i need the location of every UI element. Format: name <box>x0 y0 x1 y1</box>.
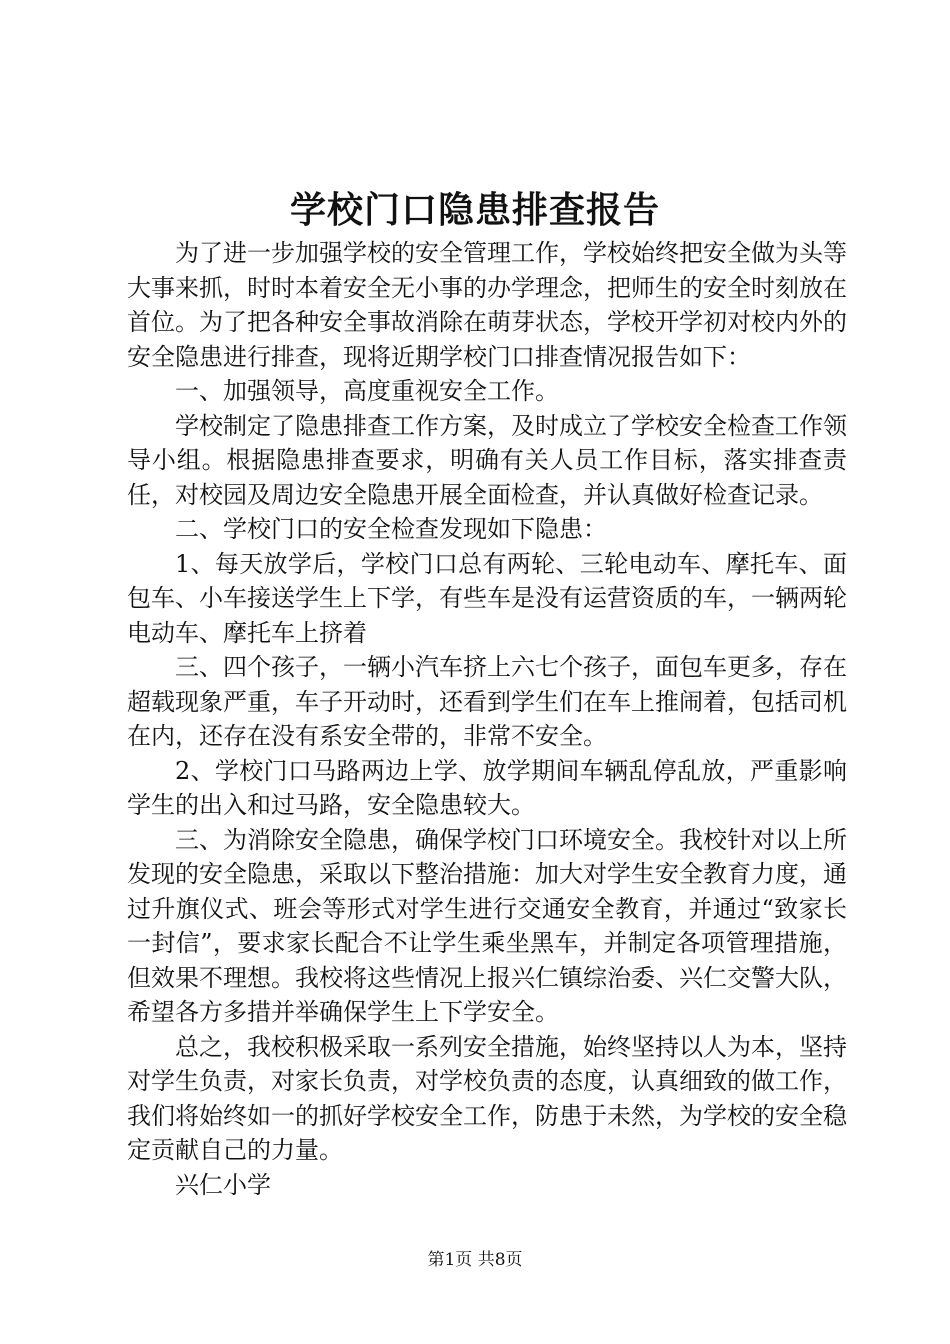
paragraph-summary: 总之，我校积极采取一系列安全措施，始终坚持以人为本，坚持对学生负责，对家长负责，对学校负责的态度，认真细致的做工作，我们将始终如一的抓好学校安全工作，防患于未然，为学校的安全稳定贡献自己的力量。 <box>127 1032 847 1164</box>
paragraph-item-1: 1、每天放学后，学校门口总有两轮、三轮电动车、摩托车、面包车、小车接送学生上下学，有些车是没有运营资质的车，一辆两轮电动车、摩托车上挤着 <box>127 549 847 647</box>
signature: 兴仁小学 <box>175 1170 271 1199</box>
heading-section-2: 二、学校门口的安全检查发现如下隐患： <box>175 515 607 543</box>
paragraph-item-1-cont: 三、四个孩子，一辆小汽车挤上六七个孩子，面包车更多，存在超载现象严重，车子开动时，还看到学生们在车上推闹着，包括司机在内，还存在没有系安全带的，非常不安全。 <box>127 653 847 750</box>
paragraph-section-1: 学校制定了隐患排查工作方案，及时成立了学校安全检查工作领导小组。根据隐患排查要求，明确有关人员工作目标，落实排查责任，对校园及周边安全隐患开展全面检查，并认真做好检查记录。 <box>127 411 847 509</box>
paragraph-item-2: 2、学校门口马路两边上学、放学期间车辆乱停乱放，严重影响学生的出入和过马路，安全隐患较大。 <box>127 756 847 819</box>
paragraph-intro: 为了进一步加强学校的安全管理工作，学校始终把安全做为头等大事来抓，时时本着安全无小事的办学理念，把师生的安全时刻放在首位。为了把各种安全事故消除在萌芽状态，学校开学初对校内外的安全隐患进行排查，现将近期学校门口排查情况报告如下： <box>127 239 847 371</box>
heading-section-1: 一、加强领导，高度重视安全工作。 <box>175 377 559 405</box>
document-title: 学校门口隐患排查报告 <box>289 189 660 231</box>
page-footer: 第1页 共8页 <box>427 1250 523 1270</box>
paragraph-section-3: 三、为消除安全隐患，确保学校门口环境安全。我校针对以上所发现的安全隐患，采取以下整治措施：加大对学生安全教育力度，通过升旗仪式、班会等形式对学生进行交通安全教育，并通过“致家长一封信”，要求家长配合不让学生乘坐黑车，并制定各项管理措施，但效果不理想。我校将这些情况上报兴仁镇综治委、兴仁交警大队，希望各方多措并举确保学生上下学安全。 <box>127 825 847 1026</box>
document-body <box>127 236 847 1202</box>
